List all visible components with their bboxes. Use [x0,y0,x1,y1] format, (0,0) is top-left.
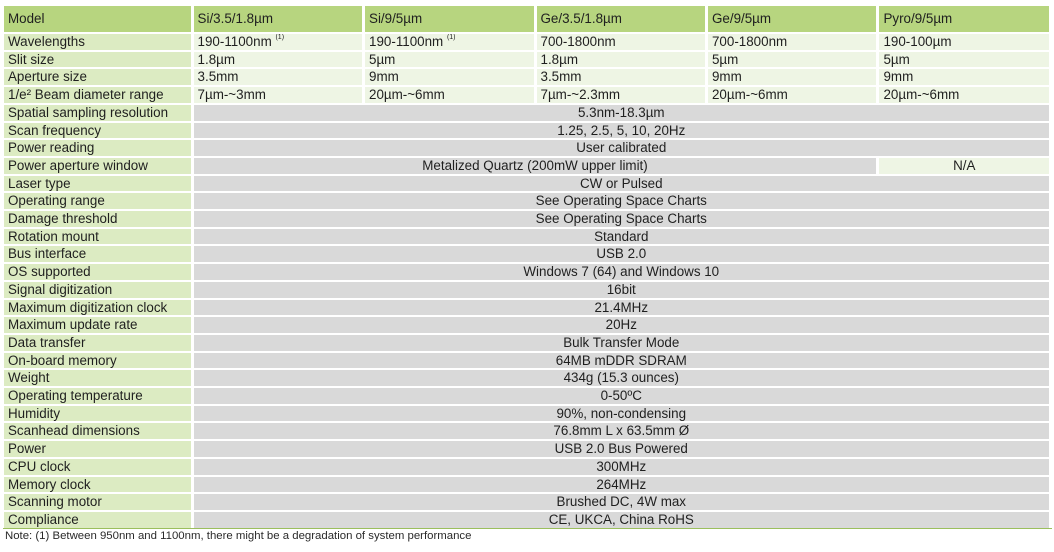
row-label: CPU clock [4,459,191,475]
header-si-3.5: Si/3.5/1.8µm [194,6,362,32]
spec-value: Brushed DC, 4W max [194,494,1049,510]
spec-row [4,52,1049,68]
spec-row [4,193,1049,209]
spec-row [4,353,1049,369]
row-label: Rotation mount [4,229,191,245]
row-label: Scan frequency [4,123,191,139]
row-label: Maximum digitization clock [4,300,191,316]
spec-value: CE, UKCA, China RoHS [194,512,1049,528]
spec-cell [879,87,1049,103]
spec-row [4,300,1049,316]
spec-row [4,87,1049,103]
spec-value: USB 2.0 Bus Powered [194,441,1049,457]
spec-value: User calibrated [194,140,1049,156]
spec-row [4,423,1049,439]
row-label: Power aperture window [4,158,191,174]
spec-cell [194,87,362,103]
spec-cell [365,34,533,50]
spec-value: 1.25, 2.5, 5, 10, 20Hz [194,123,1049,139]
spec-row [4,69,1049,85]
spec-row [4,512,1049,528]
spec-row [4,105,1049,121]
row-label: 1/e² Beam diameter range [4,87,191,103]
spec-cell [879,34,1049,50]
spec-value: 64MB mDDR SDRAM [194,353,1049,369]
spec-value: 16bit [194,282,1049,298]
spec-value: 300MHz [194,459,1049,475]
row-label: Data transfer [4,335,191,351]
spec-value: 5.3nm-18.3µm [194,105,1049,121]
spec-value: CW or Pulsed [194,176,1049,192]
spec-cell [365,69,533,85]
row-label: Memory clock [4,477,191,493]
cell-value: 9mm [883,69,914,85]
cell-value: 190-100µm [883,34,952,49]
spec-cell [537,69,705,85]
row-label: On-board memory [4,353,191,369]
spec-value: 434g (15.3 ounces) [194,370,1049,386]
spec-value: 90%, non-condensing [194,406,1049,422]
spec-row [4,388,1049,404]
spec-cell [537,52,705,68]
spec-row [4,158,1049,174]
spec-cell [194,52,362,68]
spec-row [4,140,1049,156]
header-model: Model [4,6,191,32]
header-ge-9: Ge/9/5µm [708,6,876,32]
spec-row [4,246,1049,262]
spec-cell [194,34,362,50]
spec-row [4,229,1049,245]
cell-value: 7µm-~2.3mm [540,87,621,103]
spec-value: Bulk Transfer Mode [194,335,1049,351]
spec-cell [194,69,362,85]
row-label: Operating temperature [4,388,191,404]
spec-row [4,282,1049,298]
cell-value: 3.5mm [540,69,582,85]
cell-value: 5µm [883,51,910,67]
row-label: Weight [4,370,191,386]
spec-cell [708,34,876,50]
spec-value: 20Hz [194,317,1049,333]
row-label: Spatial sampling resolution [4,105,191,121]
row-label: Compliance [4,512,191,528]
spec-row [4,317,1049,333]
row-label: Humidity [4,406,191,422]
row-label: Aperture size [4,69,191,85]
spec-row [4,211,1049,227]
spec-value: 21.4MHz [194,300,1049,316]
row-label: Power reading [4,140,191,156]
spec-cell [537,87,705,103]
spec-row [4,441,1049,457]
spec-value: 0-50ºC [194,388,1049,404]
spec-row [4,406,1049,422]
note-divider [3,528,1052,529]
row-label: Maximum update rate [4,317,191,333]
header-pyro: Pyro/9/5µm [879,6,1049,32]
spec-table-body [4,6,1049,528]
spec-cell [708,52,876,68]
cell-value: 3.5mm [197,69,239,85]
cell-value: 20µm-~6mm [711,87,788,103]
row-label: Damage threshold [4,211,191,227]
spec-cell [879,69,1049,85]
cell-value: 1.8µm [197,51,236,67]
spec-value: 264MHz [194,477,1049,493]
cell-value: 5µm [711,51,739,67]
spec-row [4,477,1049,493]
row-label: OS supported [4,264,191,280]
footnote-mark: (1) [446,34,456,41]
row-label: Power [4,441,191,457]
row-label: Scanning motor [4,494,191,510]
row-label: Laser type [4,176,191,192]
spec-cell [879,52,1049,68]
row-label: Signal digitization [4,282,191,298]
spec-cell [708,87,876,103]
spec-table [1,4,1052,530]
spec-cell [537,34,705,50]
spec-value: Windows 7 (64) and Windows 10 [194,264,1049,280]
footnote: Note: (1) Between 950nm and 1100nm, there might be a degradation of system performance [5,530,472,542]
footnote-mark: (1) [275,34,285,41]
cell-value: 1.8µm [540,51,578,67]
cell-value: 5µm [369,51,396,67]
cell-value: 700-1800nm [711,34,788,49]
row-label: Slit size [4,52,191,68]
row-label: Scanhead dimensions [4,423,191,439]
header-row [4,6,1049,32]
cell-value: 7µm-~3mm [197,87,266,103]
spec-row [4,370,1049,386]
spec-cell [708,69,876,85]
cell-value: 190-1100nm [369,34,444,49]
spec-row [4,123,1049,139]
spec-row [4,176,1049,192]
row-label: Bus interface [4,246,191,262]
row-label: Operating range [4,193,191,209]
spec-value: Metalized Quartz (200mW upper limit) [194,158,877,174]
cell-value: 20µm-~6mm [883,87,960,103]
cell-value: 9mm [369,69,399,85]
cell-value: 9mm [711,69,742,85]
spec-row [4,264,1049,280]
cell-value: 190-1100nm [197,34,272,49]
spec-value: See Operating Space Charts [194,193,1049,209]
cell-value: 20µm-~6mm [369,87,445,103]
spec-value: USB 2.0 [194,246,1049,262]
pyro-value: N/A [879,158,1049,174]
spec-cell [365,87,533,103]
spec-value: 76.8mm L x 63.5mm Ø [194,423,1049,439]
spec-cell [365,52,533,68]
spec-value: Standard [194,229,1049,245]
spec-row [4,494,1049,510]
spec-row [4,34,1049,50]
header-ge-3.5: Ge/3.5/1.8µm [537,6,705,32]
header-si-9: Si/9/5µm [365,6,533,32]
spec-row [4,335,1049,351]
row-label: Wavelengths [4,34,191,50]
spec-value: See Operating Space Charts [194,211,1049,227]
cell-value: 700-1800nm [540,34,616,49]
spec-row [4,459,1049,475]
